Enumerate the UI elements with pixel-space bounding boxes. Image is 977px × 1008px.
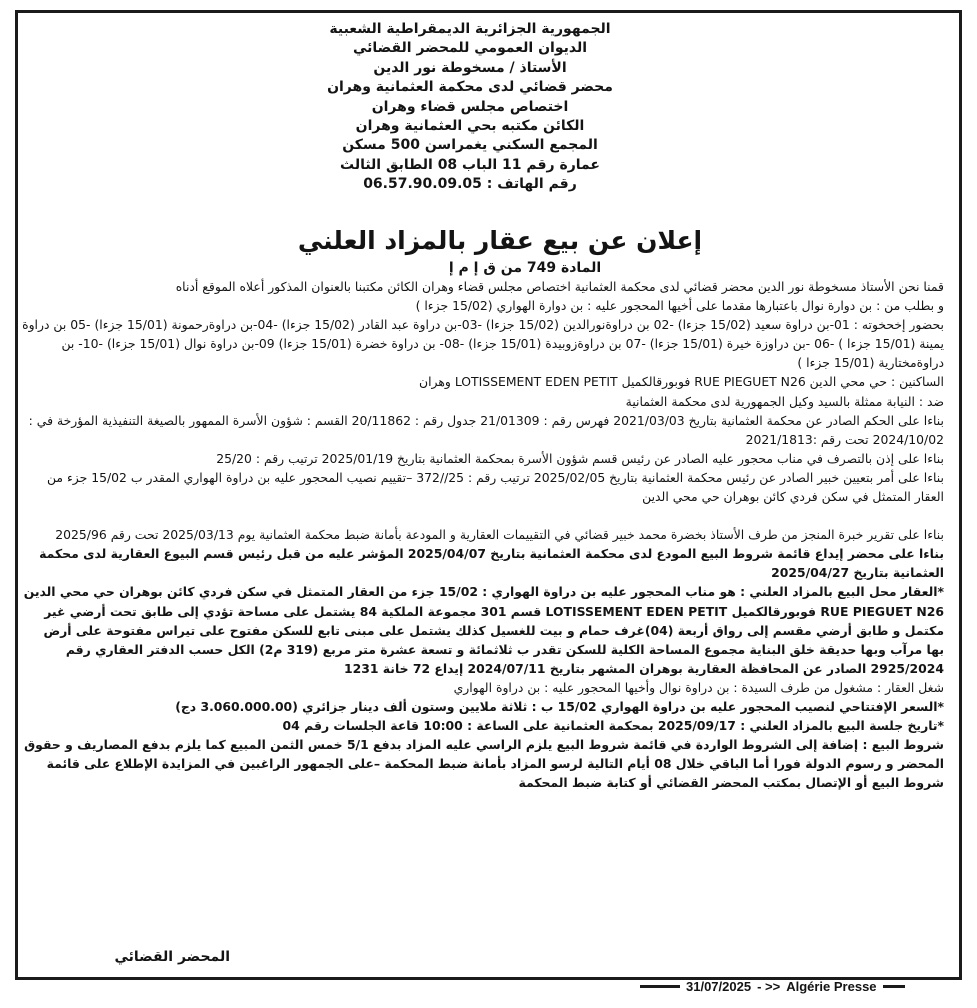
header-line: الديوان العمومي للمحضر القضائي (352, 40, 588, 57)
paragraph-gap (22, 506, 944, 525)
footer-source: Algérie Presse (786, 978, 877, 994)
body-paragraph: و بطلب من : بن دوارة نوال باعتبارها مقدما على أخيها المحجور عليه : بن دوارة الهواري (15/02 جزءا ) (415, 298, 944, 314)
footer-credit (640, 975, 905, 997)
footer-separator: - >> (757, 978, 781, 994)
legal-article: المادة 749 من ق إ م إ (448, 260, 602, 276)
notice-header (300, 20, 640, 195)
notice-title: إعلان عن بيع عقار بالمزاد العلني (297, 226, 703, 255)
header-line: المجمع السكني يغمراسن 500 مسكن (342, 137, 598, 154)
header-line: محضر قضائي لدى محكمة العثمانية وهران (327, 79, 613, 96)
body-paragraph: *السعر الإفتتاحي لنصيب المحجور عليه بن دراوة الهواري 15/02 ب : ثلاثة ملايين وستون ألف دينار جزائري (3.060.000.00 دج) (175, 698, 944, 714)
body-paragraph: ضد : النيابة ممثلة بالسيد وكيل الجمهورية لدى محكمة العثمانية (625, 393, 944, 409)
header-line: رقم الهاتف : 06.57.90.09.05 (363, 176, 577, 193)
body-paragraph: بناءا على محضر إيداع قائمة شروط البيع المودع لدى محكمة العثمانية بتاريخ 2025/04/07 المؤشر عليه من قبل رئيس قسم البيوع العقارية لدى محكمة العثمانية بتاريخ 2025/04/27 (39, 546, 944, 581)
body-paragraph: بحضور إخحخوته : 01-بن دراوة سعيد (15/02 جزءا) -02 بن دراوةنورالدين (15/02 جزءا) -03-بن دراوة عبد القادر (15/02 جزءا) -04-بن دراوةرحمونة (15/01 جزءا) -05 بن دراوة يمينة (15/01 جزءا ) -06 -بن دراوزة خيرة (15/01 جزءا) -07 بن دراوةزوبيدة (15/01 جزءا) -08- بن دراوة خضرة (15/01 جزءا) 09-بن دراوة نوال (15/01 جزءا) -10- بن دراوةمختارية (15/01 جزءا ) (22, 317, 944, 371)
notice-body (22, 277, 944, 792)
body-paragraph: شغل العقار : مشغول من طرف السيدة : بن دراوة نوال وأخيها المحجور عليه : بن دراوة الهواري (453, 679, 944, 695)
footer-date: 31/07/2025 (686, 978, 752, 994)
body-paragraph: بناءا على الحكم الصادر عن محكمة العثمانية بتاريخ 2021/03/03 فهرس رقم : 21/01309 جدول رقم : 20/11862 القسم : شؤون الأسرة الممهور بالصيغة التنفيذية المؤرخة في : 2024/10/02 تحت رقم :2021/1813 (28, 412, 944, 447)
signature: المحضر القضائي (114, 949, 230, 965)
header-line: عمارة رقم 11 الباب 08 الطابق الثالث (340, 156, 600, 173)
header-line: الأستاذ / مسخوطة نور الدين (373, 59, 567, 76)
body-paragraph: بناءا على تقرير خبرة المنجز من طرف الأستاذ بخضرة محمد خبير قضائي في التقييمات العقارية و المودعة بأمانة ضبط محكمة العثمانية يوم 2025/03/13 تحت رقم 2025/96 (55, 527, 944, 543)
header-line: الكائن مكتبه بحي العثمانية وهران (355, 118, 585, 135)
body-paragraph: شروط البيع : إضافة إلى الشروط الواردة في قائمة شروط البيع يلزم الراسي عليه المزاد بدفع 5/1 خمس الثمن المبيع كما يلزم بدفع المصاريف و حقوق المحضر و رسوم الدولة فورا أما الباقي خلال 08 أيام التالية لرسو المزاد بأمانة ضبط المحكمة –على الجمهور الراغبين في المزايدة الإطلاع على قائمة شروط البيع أو الإتصال بمكتب المحضر القضائي أو كتابة ضبط المحكمة (24, 737, 944, 791)
header-line: الجمهورية الجزائرية الديمقراطية الشعبية (329, 21, 611, 37)
body-paragraph: بناءا على إذن بالتصرف في مناب محجور عليه الصادر عن رئيس قسم شؤون الأسرة بمحكمة العثمانية بتاريخ 2025/01/19 ترتيب رقم : 25/20 (216, 450, 944, 466)
footer-rule (883, 985, 905, 988)
body-paragraph: *تاريخ جلسة البيع بالمزاد العلني : 2025/09/17 بمحكمة العثمانية على الساعة : 10:00 قاعة الجلسات رقم 04 (282, 718, 944, 734)
footer-rule (640, 985, 680, 988)
body-paragraph: قمنا نحن الأستاذ مسخوطة نور الدين محضر قضائي لدى محكمة العثمانية اختصاص مجلس قضاء وهران الكائن مكتبنا بالعنوان المذكور أعلاه الموقع أدناه (175, 279, 944, 294)
body-paragraph: *العقار محل البيع بالمزاد العلني : هو مناب المحجور عليه بن دراوة الهواري : 15/02 جزء من العقار المتمثل في سكن فردي كائن بوهران حي محي الدين RUE PIEGUET N26 فوبورقالكميل LOTISSEMENT EDEN PETIT قسم 301 مجموعة الملكية 84 يشتمل على مساحة تؤدي إلى طابق تحت أرضي غير مكتمل و طابق أرضي مقسم إلى رواق أربعة (04)غرف حمام و بيت للغسيل كذلك يشتمل على مبنى تابع للسكن مفتوح على تيراس مفتوحة على أرض بها مرآب وبها حديقة خلق البناية مجموع المساحة الكلية للسكن تقدر ب ثلاثمائة و تسعة عشرة متر مربع (319 م2) الكل حسب الدفتر العقاري رقم 2925/2024 الصادر عن المحافظة العقارية بوهران المشهر بتاريخ 2024/07/11 إيداع 72 خانة 1231 (23, 584, 944, 676)
body-paragraph: بناءا على أمر بتعيين خبير الصادر عن رئيس محكمة العثمانية بتاريخ 2025/02/05 ترتيب رقم : 25//372 –تقييم نصيب المحجور عليه بن دراوة الهواري المقدر ب 15/02 جزء من العقار المتمثل في سكن فردي كائن بوهران حي محي الدين (46, 469, 944, 505)
body-paragraph: الساكنين : حي محي الدين RUE PIEGUET N26 فوبورقالكميل LOTISSEMENT EDEN PETIT وهران (418, 374, 944, 390)
header-line: اختصاص مجلس قضاء وهران (371, 98, 569, 115)
